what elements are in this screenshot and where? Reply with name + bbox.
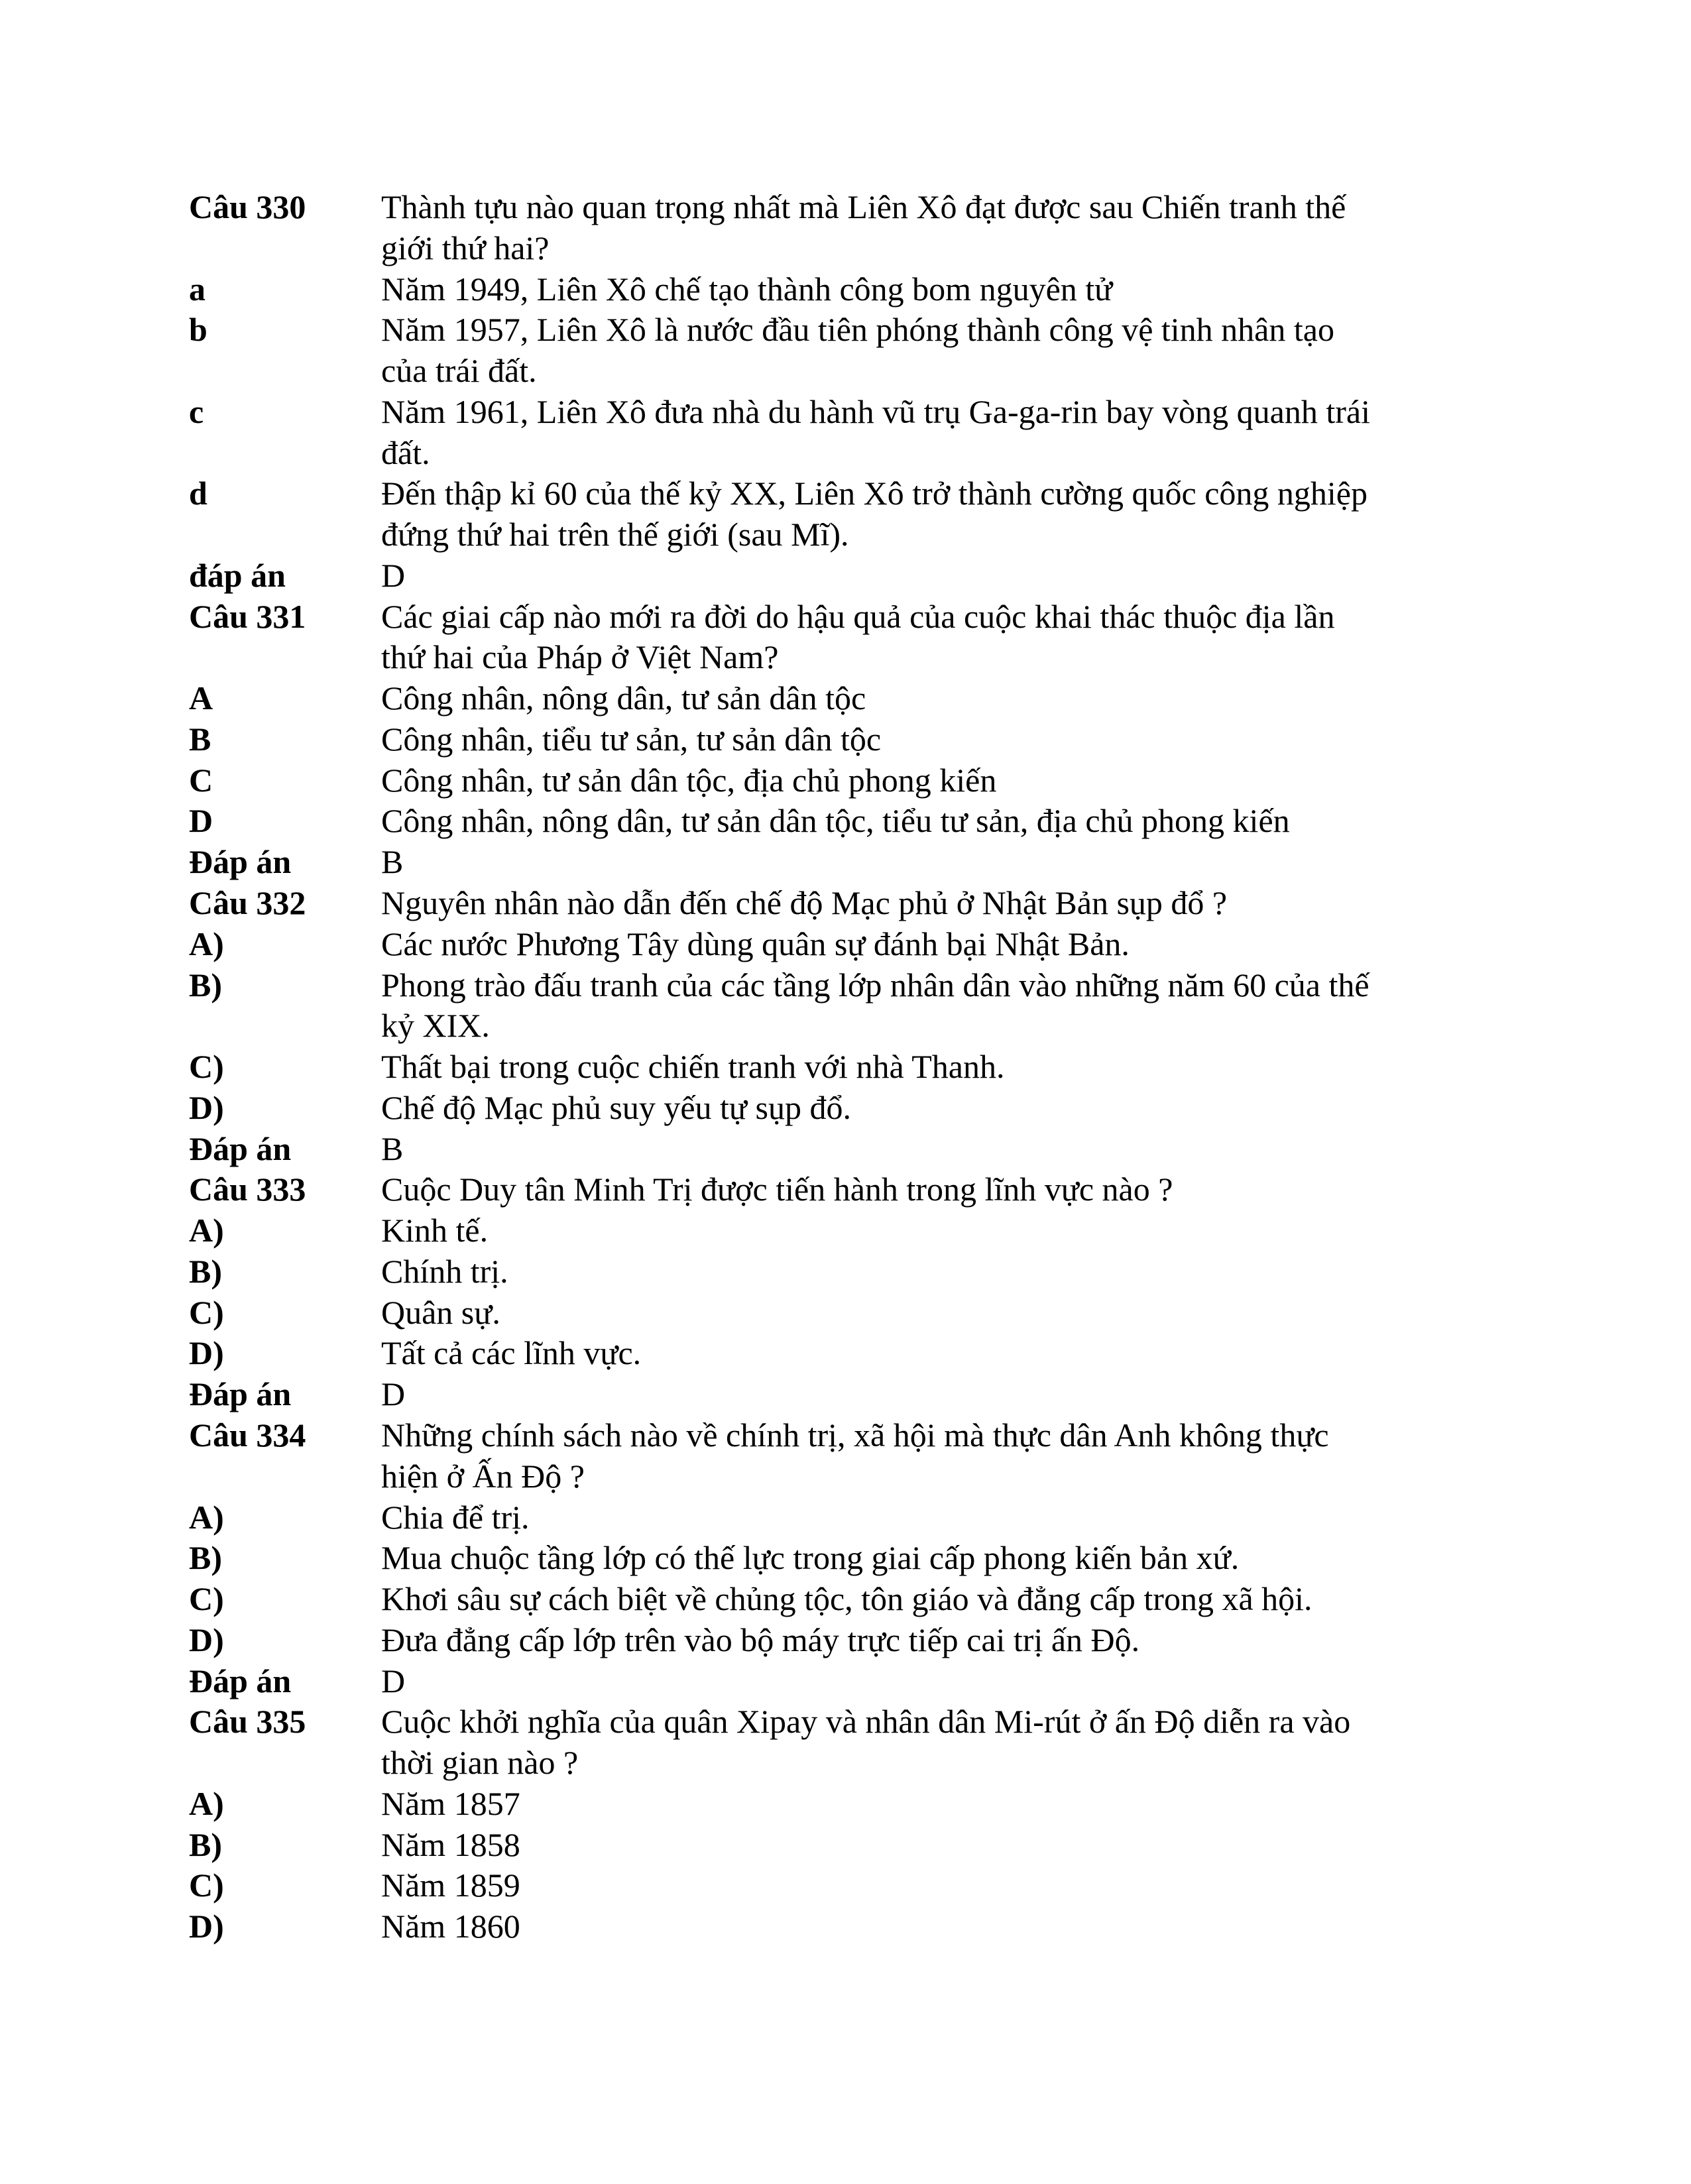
option-row-text xyxy=(381,1293,1515,1334)
question-row xyxy=(189,883,1515,924)
option-row-label: D) xyxy=(189,1621,224,1658)
answer-row-text xyxy=(381,842,1515,883)
answer-row xyxy=(189,1129,1515,1170)
text-line: đất. xyxy=(381,433,430,471)
question-row-label: Câu 333 xyxy=(189,1171,306,1208)
option-row-label: D) xyxy=(189,1908,224,1945)
option-row-text xyxy=(381,1210,1515,1251)
text-line: Cuộc khởi nghĩa của quân Xipay và nhân dân Mi-rút ở ấn Độ diễn ra vào xyxy=(381,1703,1351,1741)
question-row xyxy=(189,597,1515,679)
option-row xyxy=(189,924,1515,965)
answer-row-label: Đáp án xyxy=(189,843,292,881)
question-row-label: Câu 334 xyxy=(189,1416,306,1454)
text-line: Thành tựu nào quan trọng nhất mà Liên Xô đạt được sau Chiến tranh thế xyxy=(381,188,1346,225)
answer-row xyxy=(189,842,1515,883)
text-line: Thất bại trong cuộc chiến tranh với nhà Thanh. xyxy=(381,1048,1005,1086)
question-row-text xyxy=(381,187,1515,269)
question-row xyxy=(189,1701,1515,1784)
question-row-text xyxy=(381,1701,1515,1784)
option-row xyxy=(189,1620,1515,1661)
answer-row-text xyxy=(381,555,1515,597)
option-row-label: C) xyxy=(189,1580,224,1618)
option-row-text xyxy=(381,1579,1515,1620)
text-line: Năm 1860 xyxy=(381,1908,520,1945)
option-row-label: A) xyxy=(189,1498,224,1536)
option-row-text xyxy=(381,1825,1515,1866)
text-line: hiện ở Ấn Độ ? xyxy=(381,1457,585,1495)
option-row xyxy=(189,1088,1515,1129)
option-row-text xyxy=(381,965,1515,1047)
option-row-text xyxy=(381,801,1515,842)
option-row-label: B) xyxy=(189,1252,222,1290)
option-row xyxy=(189,1293,1515,1334)
option-row-label: A) xyxy=(189,925,224,962)
answer-row-text xyxy=(381,1129,1515,1170)
text-line: Đưa đẳng cấp lớp trên vào bộ máy trực tiếp cai trị ấn Độ. xyxy=(381,1621,1140,1658)
question-row-label: Câu 331 xyxy=(189,597,306,635)
text-line: Khơi sâu sự cách biệt về chủng tộc, tôn giáo và đẳng cấp trong xã hội. xyxy=(381,1580,1312,1618)
text-line: đứng thứ hai trên thế giới (sau Mĩ). xyxy=(381,516,849,553)
text-line: Các nước Phương Tây dùng quân sự đánh bại Nhật Bản. xyxy=(381,925,1130,962)
answer-row-text xyxy=(381,1661,1515,1702)
option-row-text xyxy=(381,1620,1515,1661)
option-row-label: C) xyxy=(189,1293,224,1331)
option-row-text xyxy=(381,310,1515,392)
option-row-text xyxy=(381,719,1515,760)
answer-row xyxy=(189,555,1515,597)
option-row xyxy=(189,392,1515,474)
text-line: Năm 1859 xyxy=(381,1867,520,1904)
option-row-text xyxy=(381,473,1515,555)
text-line: Công nhân, nông dân, tư sản dân tộc xyxy=(381,679,866,717)
option-row-label: A) xyxy=(189,1212,224,1249)
text-line: Công nhân, tiểu tư sản, tư sản dân tộc xyxy=(381,720,882,758)
option-row xyxy=(189,1251,1515,1293)
option-row xyxy=(189,473,1515,555)
answer-row-label: Đáp án xyxy=(189,1129,292,1167)
text-line: Năm 1957, Liên Xô là nước đầu tiên phóng thành công vệ tinh nhân tạo xyxy=(381,311,1334,349)
text-line: Công nhân, tư sản dân tộc, địa chủ phong kiến xyxy=(381,761,997,799)
option-row xyxy=(189,801,1515,842)
option-row xyxy=(189,310,1515,392)
answer-row-label: đáp án xyxy=(189,556,286,594)
text-line: kỷ XIX. xyxy=(381,1007,490,1045)
text-line: Năm 1858 xyxy=(381,1825,520,1863)
option-row-label: a xyxy=(189,270,205,308)
option-row-label: C) xyxy=(189,1867,224,1904)
option-row-text xyxy=(381,1784,1515,1825)
option-row-text xyxy=(381,392,1515,474)
text-line: Cuộc Duy tân Minh Trị được tiến hành trong lĩnh vực nào ? xyxy=(381,1171,1173,1208)
option-row xyxy=(189,269,1515,310)
quiz-document xyxy=(189,187,1515,1947)
option-row-text xyxy=(381,1333,1515,1374)
option-row xyxy=(189,1210,1515,1251)
option-row-label: B xyxy=(189,720,211,758)
option-row-label: A) xyxy=(189,1784,224,1822)
text-line: Đến thập kỉ 60 của thế kỷ XX, Liên Xô trở thành cường quốc công nghiệp xyxy=(381,475,1368,512)
option-row xyxy=(189,1784,1515,1825)
option-row-label: c xyxy=(189,392,204,430)
text-line: Nguyên nhân nào dẫn đến chế độ Mạc phủ ở Nhật Bản sụp đổ ? xyxy=(381,884,1228,922)
option-row-text xyxy=(381,1497,1515,1538)
option-row-text xyxy=(381,678,1515,719)
text-line: Năm 1857 xyxy=(381,1784,520,1822)
text-line: Kinh tế. xyxy=(381,1212,489,1249)
text-line: thời gian nào ? xyxy=(381,1744,579,1782)
option-row-label: b xyxy=(189,311,207,349)
option-row-text xyxy=(381,1865,1515,1906)
option-row-label: B) xyxy=(189,1539,222,1577)
option-row-text xyxy=(381,1047,1515,1088)
text-line: Các giai cấp nào mới ra đời do hậu quả của cuộc khai thác thuộc địa lần xyxy=(381,597,1335,635)
text-line: Những chính sách nào về chính trị, xã hội mà thực dân Anh không thực xyxy=(381,1416,1329,1454)
option-row-text xyxy=(381,924,1515,965)
option-row-text xyxy=(381,269,1515,310)
text-line: Chia để trị. xyxy=(381,1498,530,1536)
option-row-text xyxy=(381,1538,1515,1579)
option-row-label: d xyxy=(189,475,207,512)
answer-row-label: Đáp án xyxy=(189,1662,292,1699)
answer-value: B xyxy=(381,843,404,881)
answer-row-label: Đáp án xyxy=(189,1375,292,1413)
question-row xyxy=(189,1169,1515,1210)
answer-row-text xyxy=(381,1374,1515,1415)
option-row-label: A xyxy=(189,679,213,717)
question-row xyxy=(189,187,1515,269)
text-line: Chế độ Mạc phủ suy yếu tự sụp đổ. xyxy=(381,1088,851,1126)
text-line: của trái đất. xyxy=(381,352,537,390)
answer-value: D xyxy=(381,556,406,594)
option-row-label: B) xyxy=(189,1825,222,1863)
option-row xyxy=(189,965,1515,1047)
option-row xyxy=(189,1825,1515,1866)
question-row-text xyxy=(381,883,1515,924)
question-row-label: Câu 335 xyxy=(189,1703,306,1741)
text-line: Tất cả các lĩnh vực. xyxy=(381,1334,642,1372)
answer-row xyxy=(189,1374,1515,1415)
option-row xyxy=(189,1497,1515,1538)
question-row-text xyxy=(381,1169,1515,1210)
option-row-label: C) xyxy=(189,1048,224,1086)
text-line: thứ hai của Pháp ở Việt Nam? xyxy=(381,638,779,676)
option-row xyxy=(189,1538,1515,1579)
answer-value: D xyxy=(381,1375,406,1413)
option-row xyxy=(189,1865,1515,1906)
question-row xyxy=(189,1415,1515,1497)
option-row-label: D) xyxy=(189,1334,224,1372)
option-row-text xyxy=(381,1251,1515,1293)
answer-value: D xyxy=(381,1662,406,1699)
option-row-label: D xyxy=(189,802,213,840)
option-row xyxy=(189,1906,1515,1947)
option-row xyxy=(189,678,1515,719)
option-row xyxy=(189,719,1515,760)
option-row-label: D) xyxy=(189,1088,224,1126)
question-row-text xyxy=(381,1415,1515,1497)
answer-value: B xyxy=(381,1129,404,1167)
text-line: Năm 1961, Liên Xô đưa nhà du hành vũ trụ Ga-ga-rin bay vòng quanh trái xyxy=(381,392,1370,430)
option-row-label: C xyxy=(189,761,213,799)
text-line: Quân sự. xyxy=(381,1293,500,1331)
option-row-text xyxy=(381,1906,1515,1947)
answer-row xyxy=(189,1661,1515,1702)
option-row-label: B) xyxy=(189,966,222,1004)
option-row-text xyxy=(381,760,1515,801)
text-line: Công nhân, nông dân, tư sản dân tộc, tiểu tư sản, địa chủ phong kiến xyxy=(381,802,1290,840)
question-row-text xyxy=(381,597,1515,679)
text-line: Chính trị. xyxy=(381,1252,508,1290)
text-line: Phong trào đấu tranh của các tầng lớp nhân dân vào những năm 60 của thế xyxy=(381,966,1370,1004)
question-row-label: Câu 330 xyxy=(189,188,306,225)
text-line: Mua chuộc tầng lớp có thế lực trong giai cấp phong kiến bản xứ. xyxy=(381,1539,1240,1577)
option-row xyxy=(189,1579,1515,1620)
option-row xyxy=(189,760,1515,801)
text-line: giới thứ hai? xyxy=(381,229,550,266)
option-row xyxy=(189,1047,1515,1088)
text-line: Năm 1949, Liên Xô chế tạo thành công bom nguyên tử xyxy=(381,270,1113,308)
option-row-text xyxy=(381,1088,1515,1129)
question-row-label: Câu 332 xyxy=(189,884,306,922)
option-row xyxy=(189,1333,1515,1374)
